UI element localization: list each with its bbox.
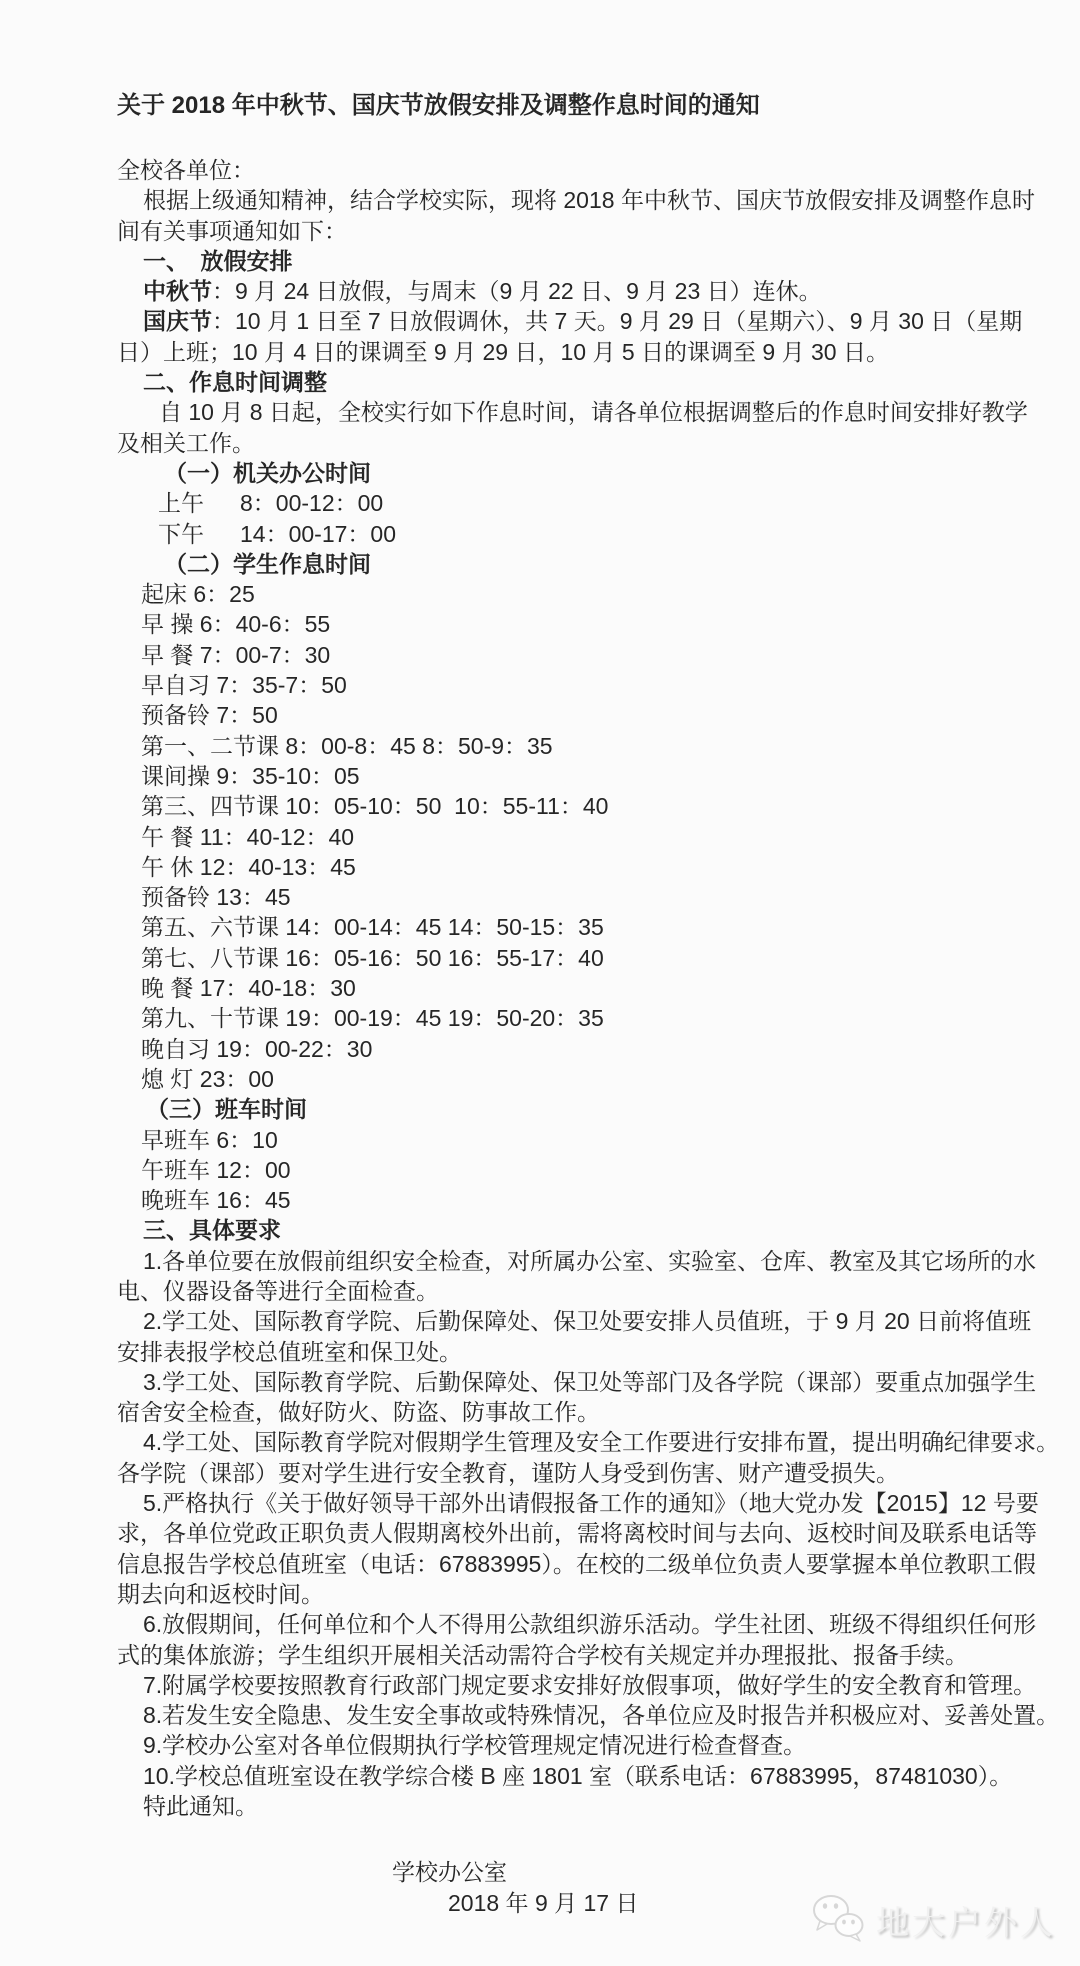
doc-line: （二）学生作息时间 bbox=[164, 550, 371, 577]
doc-line: 期去向和返校时间。 bbox=[117, 1580, 324, 1607]
doc-line: 5.严格执行《关于做好领导干部外出请假报备工作的通知》（地大党办发【2015】12 号要 bbox=[143, 1490, 1039, 1517]
doc-line: 宿舍安全检查，做好防火、防盗、防事故工作。 bbox=[117, 1399, 600, 1426]
signature-date: 2018 年 9 月 17 日 bbox=[448, 1889, 639, 1916]
doc-line: 7.附属学校要按照教育行政部门规定要求安排好放假事项，做好学生的安全教育和管理。 bbox=[143, 1671, 1037, 1698]
doc-line: 各学院（课部）要对学生进行安全教育，谨防人身受到伤害、财产遭受损失。 bbox=[117, 1459, 899, 1486]
doc-line: 日）上班；10 月 4 日的课调至 9 月 29 日，10 月 5 日的课调至 9 月 30 日。 bbox=[117, 338, 889, 365]
doc-line: 午 休 12：40-13：45 bbox=[141, 853, 356, 880]
doc-line: 第三、四节课 10：05-10：50 10：55-11：40 bbox=[141, 793, 609, 820]
doc-line-bold-label: 中秋节 bbox=[143, 278, 212, 305]
doc-line: 根据上级通知精神，结合学校实际，现将 2018 年中秋节、国庆节放假安排及调整作息时 bbox=[143, 187, 1035, 214]
doc-line: 起床 6：25 bbox=[141, 581, 255, 608]
doc-line: 4.学工处、国际教育学院对假期学生管理及安全工作要进行安排布置，提出明确纪律要求。 bbox=[143, 1429, 1060, 1456]
doc-line: 早自习 7：35-7：50 bbox=[141, 672, 347, 699]
doc-line: 10.学校总值班室设在教学综合楼 B 座 1801 室（联系电话：67883995，87481030）。 bbox=[143, 1762, 1013, 1789]
doc-line: 及相关工作。 bbox=[117, 429, 255, 456]
doc-line: 8.若发生安全隐患、发生安全事故或特殊情况，各单位应及时报告并积极应对、妥善处置。 bbox=[143, 1702, 1060, 1729]
doc-line: 3.学工处、国际教育学院、后勤保障处、保卫处等部门及各学院（课部）要重点加强学生 bbox=[143, 1368, 1037, 1395]
doc-line: 早 操 6：40-6：55 bbox=[141, 611, 331, 638]
watermark-text: 地大户外人 bbox=[876, 1904, 1056, 1941]
doc-line: 第九、十节课 19：00-19：45 19：50-20：35 bbox=[141, 1005, 604, 1032]
doc-line: 9.学校办公室对各单位假期执行学校管理规定情况进行检查督查。 bbox=[143, 1732, 807, 1759]
doc-line: 预备铃 13：45 bbox=[141, 884, 291, 911]
doc-line: 早 餐 7：00-7：30 bbox=[141, 641, 331, 668]
doc-line: 全校各单位： bbox=[117, 157, 255, 183]
doc-line: 自 10 月 8 日起，全校实行如下作息时间，请各单位根据调整后的作息时间安排好教学 bbox=[159, 399, 1028, 426]
office-hours-label: 上午 bbox=[158, 490, 204, 517]
doc-line: 一、 放假安排 bbox=[143, 247, 293, 274]
doc-lines bbox=[0, 155, 1080, 1821]
doc-line: 三、具体要求 bbox=[143, 1217, 281, 1244]
doc-line: 特此通知。 bbox=[143, 1793, 258, 1820]
doc-line: 课间操 9：35-10：05 bbox=[141, 762, 360, 789]
watermark bbox=[810, 1891, 1056, 1950]
doc-line: 求，各单位党政正职负责人假期离校外出前，需将离校时间与去向、返校时间及联系电话等 bbox=[117, 1520, 1037, 1547]
doc-line: 电、仪器设备等进行全面检查。 bbox=[117, 1277, 439, 1304]
doc-line: 1.各单位要在放假前组织安全检查，对所属办公室、实验室、仓库、教室及其它场所的水 bbox=[143, 1247, 1037, 1274]
doc-line bbox=[0, 488, 1080, 518]
doc-line: 第七、八节课 16：05-16：50 16：55-17：40 bbox=[141, 944, 604, 971]
doc-line: 二、作息时间调整 bbox=[143, 369, 327, 396]
doc-line: 6.放假期间，任何单位和个人不得用公款组织游乐活动。学生社团、班级不得组织任何形 bbox=[143, 1611, 1037, 1638]
doc-line: 国庆节：10 月 1 日至 7 日放假调休，共 7 天。9 月 29 日（星期六）、9 月 30 日（星期 bbox=[143, 308, 1023, 335]
doc-line: 晚班车 16：45 bbox=[141, 1187, 291, 1214]
doc-line: （一）机关办公时间 bbox=[164, 459, 371, 486]
doc-line: 熄 灯 23：00 bbox=[141, 1065, 274, 1092]
doc-line: 午 餐 11：40-12：40 bbox=[141, 823, 355, 850]
doc-line: 安排表报学校总值班室和保卫处。 bbox=[117, 1338, 462, 1365]
doc-line: 晚 餐 17：40-18：30 bbox=[141, 975, 356, 1002]
doc-line-bold-label: 国庆节 bbox=[143, 308, 212, 335]
doc-line: 预备铃 7：50 bbox=[141, 702, 278, 729]
doc-line: 中秋节：9 月 24 日放假，与周末（9 月 22 日、9 月 23 日）连休。 bbox=[143, 278, 822, 305]
notice-title: 关于 2018 年中秋节、国庆节放假安排及调整作息时间的通知 bbox=[117, 92, 760, 119]
doc-line: 早班车 6：10 bbox=[141, 1126, 278, 1153]
signature-office: 学校办公室 bbox=[392, 1859, 507, 1886]
doc-line: 第一、二节课 8：00-8：45 8：50-9：35 bbox=[141, 732, 553, 759]
doc-line: 第五、六节课 14：00-14：45 14：50-15：35 bbox=[141, 914, 604, 941]
office-hours-label: 下午 bbox=[158, 520, 204, 547]
office-hours-time: 14：00-17：00 bbox=[240, 520, 396, 547]
office-hours-time: 8：00-12：00 bbox=[240, 490, 384, 517]
doc-line: 间有关事项通知如下： bbox=[117, 217, 347, 244]
doc-line: 式的集体旅游；学生组织开展相关活动需符合学校有关规定并办理报批、报备手续。 bbox=[117, 1641, 968, 1668]
doc-line: 晚自习 19：00-22：30 bbox=[141, 1035, 373, 1062]
doc-line: 2.学工处、国际教育学院、后勤保障处、保卫处要安排人员值班，于 9 月 20 日前将值班 bbox=[143, 1308, 1032, 1335]
doc-line: （三）班车时间 bbox=[146, 1096, 307, 1123]
doc-line: 信息报告学校总值班室（电话：67883995）。在校的二级单位负责人要掌握本单位教职工假 bbox=[117, 1550, 1036, 1577]
wechat-icon bbox=[810, 1891, 868, 1950]
doc-line bbox=[0, 519, 1080, 549]
doc-line: 午班车 12：00 bbox=[141, 1156, 291, 1183]
